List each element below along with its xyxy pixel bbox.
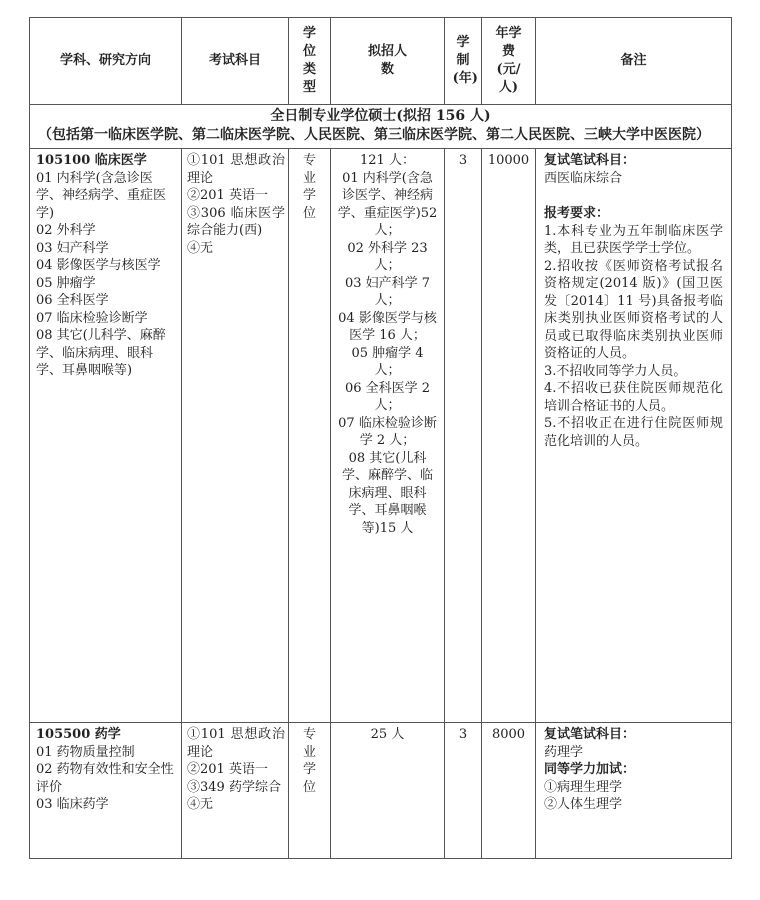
enroll-cell [331,149,445,723]
direction-item: 03 妇产科学 [36,240,109,256]
col-notes: 备注 [536,18,732,105]
table-row [30,149,732,723]
col-exam: 考试科目 [182,18,289,105]
exam-item: ②201 英语一 [187,188,268,203]
enroll-detail: 02 外科学 23 人； [347,240,428,273]
direction-item: 02 药物有效性和安全性评价 [36,762,174,795]
fee-cell: 8000 [482,723,536,859]
enroll-total: 121 人： [360,153,415,168]
table-title-cell [30,105,732,149]
degree-type-cell: 专业学位 [289,149,331,723]
subject-cell [30,149,182,723]
direction-item: 06 全科医学 [36,293,109,308]
subject-cell [30,723,182,859]
enroll-detail: 08 其它(儿科学、麻醉学、临床病理、眼科学、耳鼻咽喉等)15 人 [341,450,433,536]
col-enroll: 拟招人数 [331,18,445,105]
exam-item: ①101 思想政治理论 [187,153,285,186]
requirement-item: 2.招收按《医师资格考试报名资格规定(2014 版)》(国卫医发〔2014〕11 号)具备报考临床类别执业医师资格考试的人员或已取得临床类别执业医师资格证的人员。 [544,258,723,361]
exam-item: ③349 药学综合 [187,779,281,795]
notes-cell [536,723,732,859]
col-subject: 学科、研究方向 [30,18,182,105]
enroll-detail: 03 妇产科学 7 人； [344,275,431,308]
table-title: 全日制专业学位硕士(拟招 156 人) [270,108,491,124]
duration-cell: 3 [445,723,482,859]
requirement-item: 1.本科专业为五年制临床医学类，且已获医学学士学位。 [544,223,723,256]
notes-cell [536,149,732,723]
table-subtitle: （包括第一临床医学院、第二临床医学院、人民医院、第三临床医学院、第二人民医院、三峡大学中医医院） [38,127,710,143]
direction-item: 01 药物质量控制 [36,744,135,760]
requirement-item: 5.不招收正在进行住院医师规范化培训的人员。 [544,416,723,449]
requirement-item: 4.不招收已获住院医师规范化培训合格证书的人员。 [544,381,723,414]
exam-cell [182,723,289,859]
enroll-total: 25 人 [370,727,405,742]
enroll-cell [331,723,445,859]
exam-item: ①101 思想政治理论 [187,727,285,760]
exam-item: ④无 [187,240,214,256]
direction-item: 07 临床检验诊断学 [36,310,148,326]
requirement-item: 3.不招收同等学力人员。 [544,363,687,379]
exam-item: ③306 临床医学综合能力(西) [187,205,285,238]
direction-item: 04 影像医学与核医学 [36,258,161,273]
equal-level-subject: ②人体生理学 [544,797,623,812]
equal-level-subject: ①病理生理学 [544,779,623,795]
retest-subject: 西医临床综合 [544,170,623,186]
retest-label: 复试笔试科目： [544,153,636,168]
equal-level-label: 同等学力加试： [544,762,636,777]
direction-item: 03 临床药学 [36,797,109,812]
fee-cell: 10000 [482,149,536,723]
direction-item: 01 内科学(含急诊医学、神经病学、重症医学) [36,170,167,221]
col-fee: 年学费(元/人) [482,18,536,105]
enroll-detail: 01 内科学(含急诊医学、神经病学、重症医学)52 人； [337,170,438,238]
subject-code: 105100 临床医学 [36,153,147,168]
subject-code: 105500 药学 [36,727,121,742]
admissions-table [29,17,732,859]
direction-item: 05 肿瘤学 [36,275,96,291]
retest-label: 复试笔试科目： [544,727,636,742]
table-row [30,723,732,859]
duration-cell: 3 [445,149,482,723]
direction-item: 08 其它(儿科学、麻醉学、临床病理、眼科学、耳鼻咽喉等) [36,328,166,378]
enroll-detail: 05 肿瘤学 4 人； [351,345,424,378]
col-duration: 学制(年) [445,18,482,105]
exam-item: ②201 英语一 [187,762,268,777]
exam-cell [182,149,289,723]
enroll-detail: 06 全科医学 2 人； [344,380,431,413]
exam-item: ④无 [187,797,214,812]
requirements-label: 报考要求： [544,206,610,221]
col-degree-type: 学位类型 [289,18,331,105]
header-row [30,18,732,105]
direction-item: 02 外科学 [36,223,96,238]
enroll-detail: 07 临床检验诊断学 2 人； [338,415,437,448]
enroll-detail: 04 影像医学与核医学 16 人； [338,310,437,343]
retest-subject: 药理学 [544,744,584,760]
degree-type-cell: 专业学位 [289,723,331,859]
